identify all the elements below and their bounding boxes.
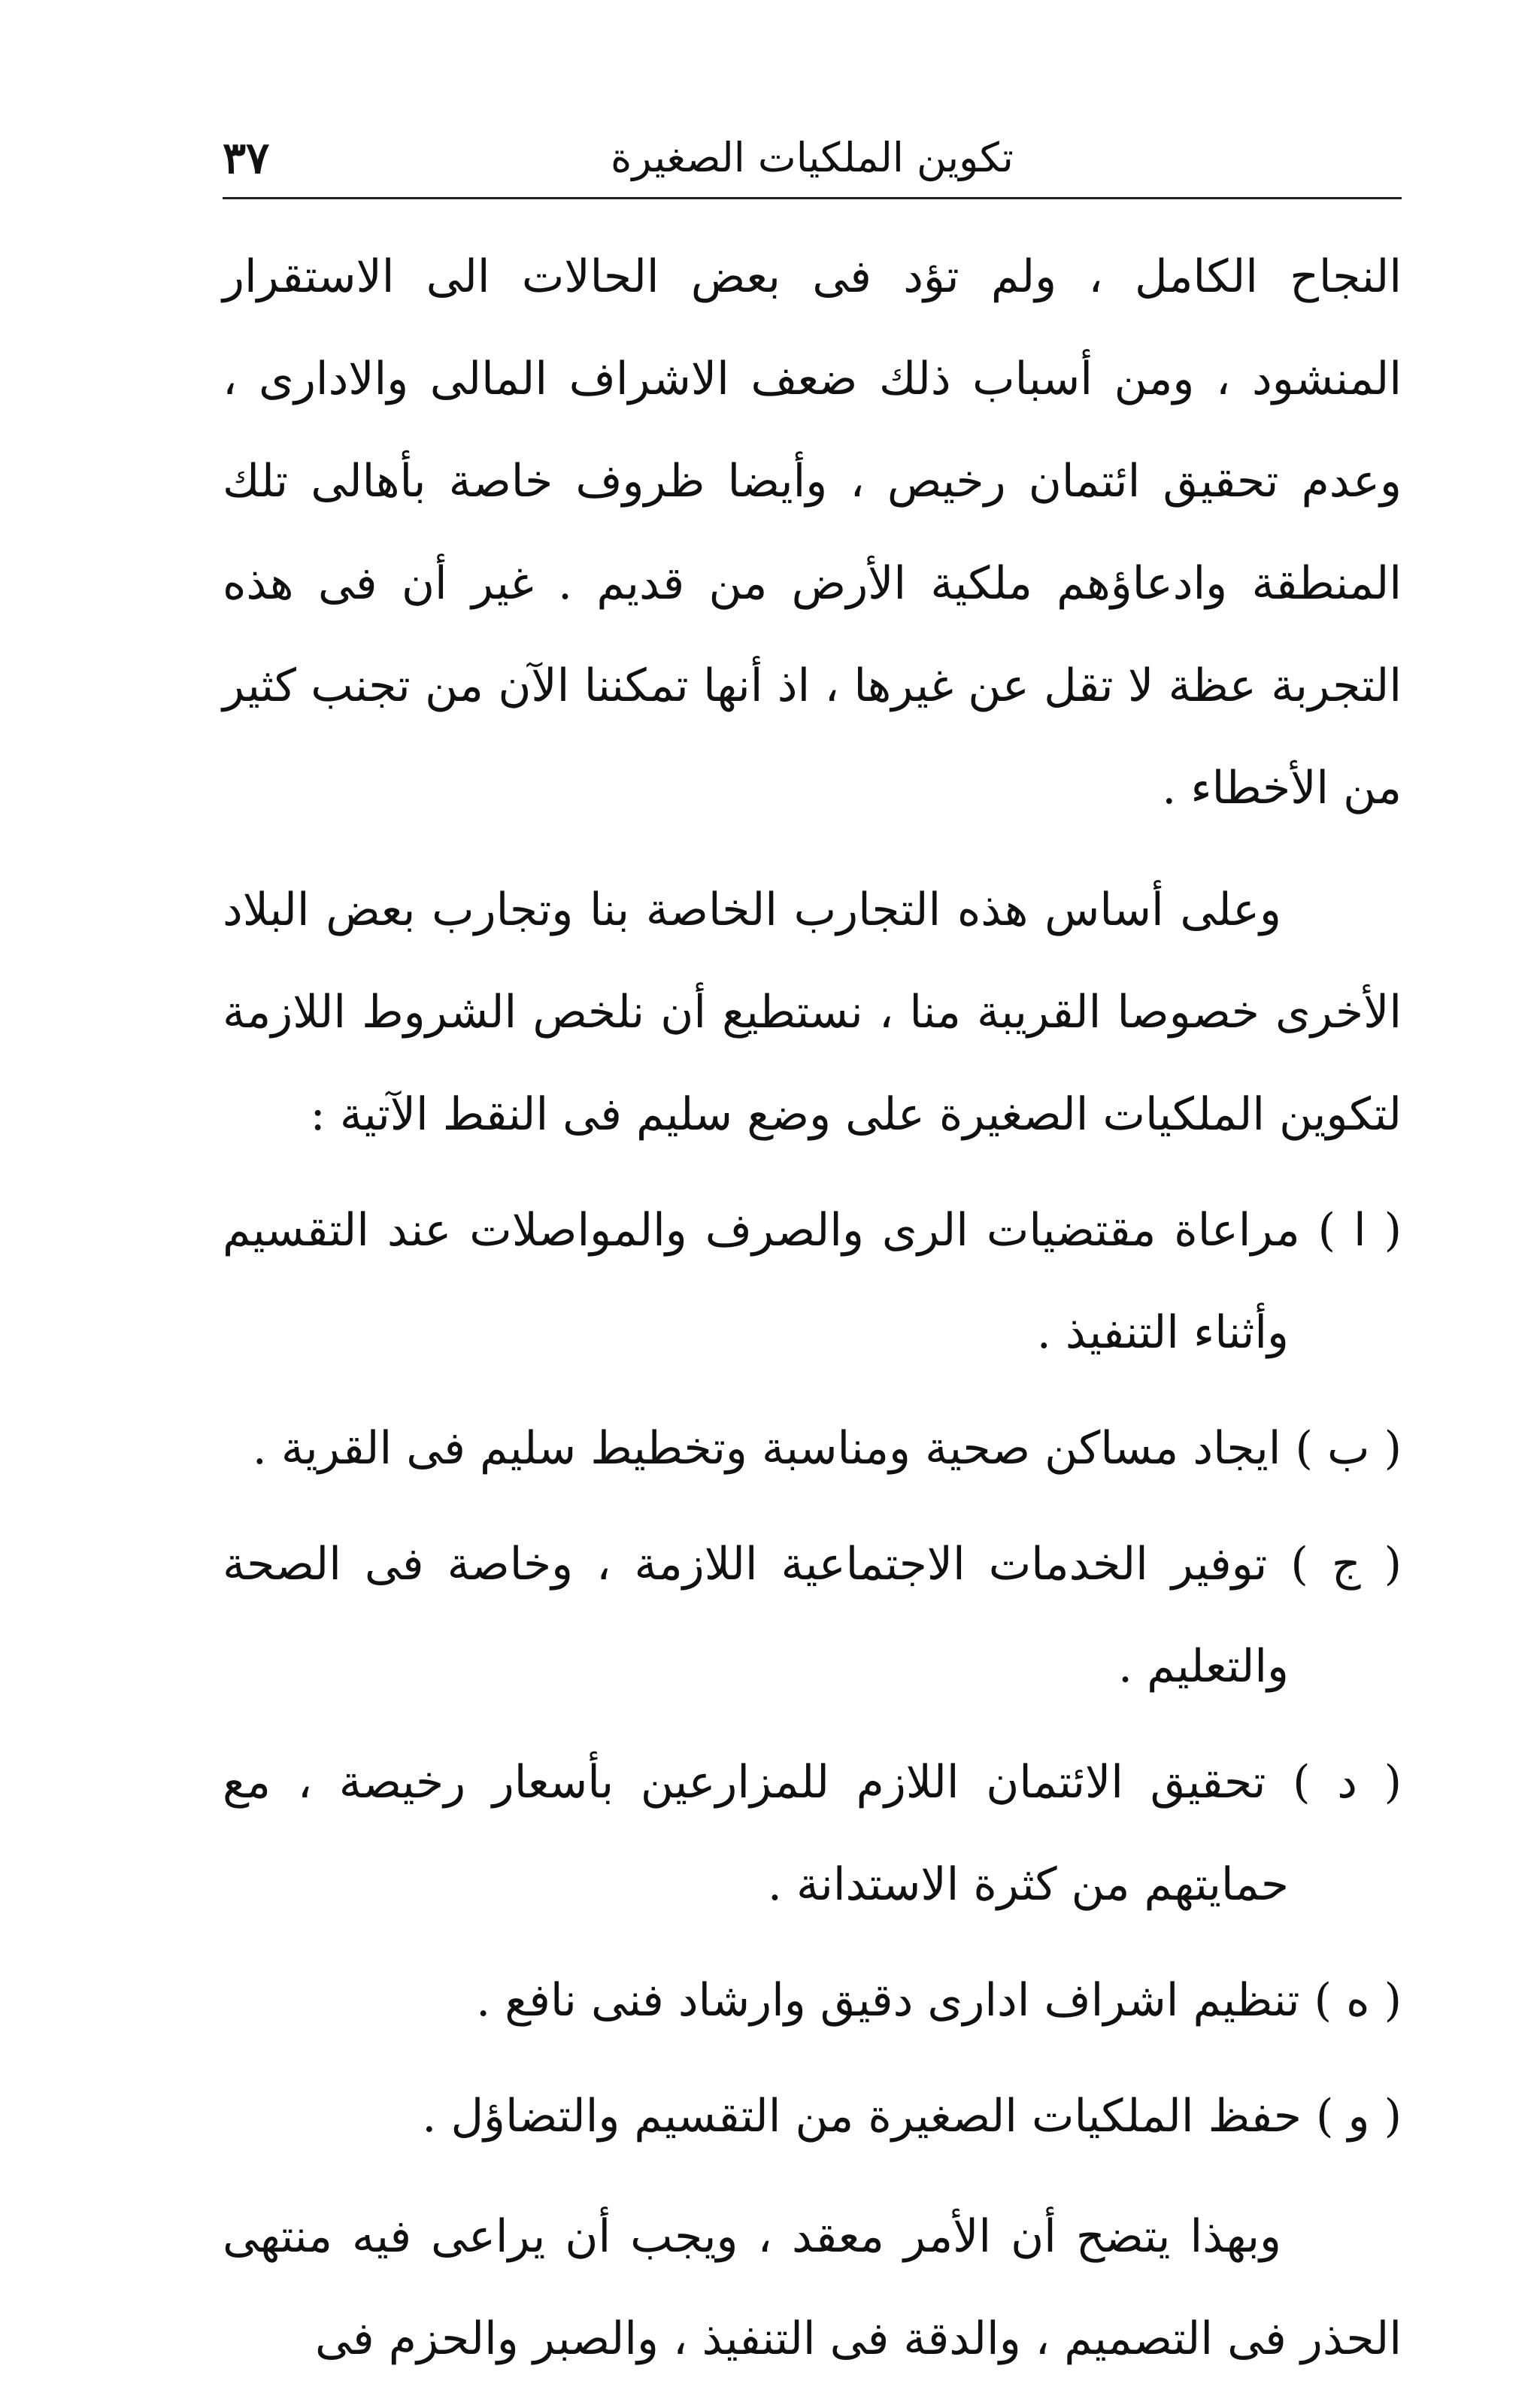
list-item [223, 2065, 1402, 2167]
list-item-text: ايجاد مساكن صحية ومناسبة وتخطيط سليم فى القرية . [252, 1422, 1281, 1475]
paragraph-conclusion: وبهذا يتضح أن الأمر معقد ، ويجب أن يراعى فيه منتهى الحذر فى التصميم ، والدقة فى التنفيذ ، والصبر والحزم فى [223, 2210, 1402, 2365]
page-number: ٣٧ [223, 132, 270, 183]
list-item [223, 1949, 1402, 2052]
list-item [223, 1179, 1402, 1384]
header-divider [223, 197, 1402, 199]
list-item-marker: ( ب ) [1281, 1422, 1402, 1475]
list-item-text: مراعاة مقتضيات الرى والصرف والمواصلات عند التقسيم وأثناء التنفيذ . [223, 1204, 1300, 1359]
page-body [223, 226, 1402, 2390]
list-item-marker: ( ج ) [1267, 1538, 1402, 1591]
running-title: تكوين الملكيات الصغيرة [611, 134, 1014, 181]
list-item-text: حفظ الملكيات الصغيرة من التقسيم والتضاؤل . [422, 2090, 1302, 2143]
list-item [223, 1731, 1402, 1936]
list-item-text: توفير الخدمات الاجتماعية اللازمة ، وخاصة فى الصحة والتعليم . [223, 1538, 1289, 1693]
running-header [223, 120, 1402, 196]
list-item [223, 1513, 1402, 1718]
list-item-text: تحقيق الائتمان اللازم للمزارعين بأسعار رخيصة ، مع حمايتهم من كثرة الاستدانة . [223, 1756, 1289, 1911]
list-item-marker: ( د ) [1266, 1756, 1402, 1809]
list-item-marker: ( و ) [1301, 2090, 1402, 2143]
paragraph-continuation: النجاح الكامل ، ولم تؤد فى بعض الحالات الى الاستقرار المنشود ، ومن أسباب ذلك ضعف الاشراف المالى والادارى ، وعدم تحقيق ائتمان رخيص ، وأيضا ظروف خاصة بأهالى تلك المنطقة وادعاؤهم ملكية الأرض من قديم . غير أن فى هذه التجربة عظة لا تقل عن غيرها ، اذ أنها تمكننا الآن من تجنب كثير من الأخطاء . [223, 250, 1402, 814]
list-item-text: تنظيم اشراف ادارى دقيق وارشاد فنى نافع . [476, 1974, 1300, 2027]
list-item-marker: ( ا ) [1299, 1204, 1402, 1257]
paragraph-conditions-intro: وعلى أساس هذه التجارب الخاصة بنا وتجارب بعض البلاد الأخرى خصوصا القريبة منا ، نستطيع أن نلخص الشروط اللازمة لتكوين الملكيات الصغيرة على وضع سليم فى النقط الآتية : [223, 884, 1402, 1141]
list-item-marker: ( ه ) [1299, 1974, 1402, 2027]
list-item [223, 1397, 1402, 1500]
